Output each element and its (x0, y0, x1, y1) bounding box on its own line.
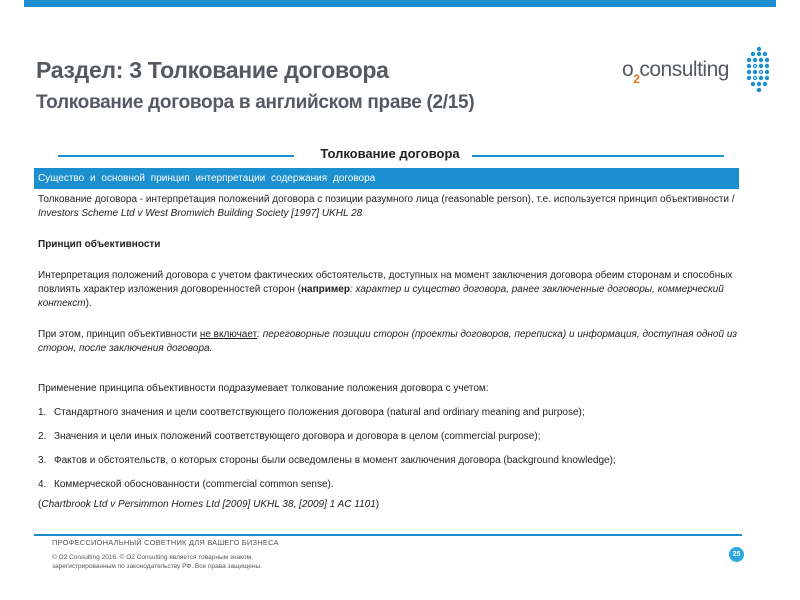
list-item-text: Фактов и обстоятельств, о которых стороны были осведомлены в момент заключения договора (background knowledge); (54, 455, 616, 466)
citation-case: Chartbrook Ltd v Persimmon Homes Ltd [2009] UKHL 38, [2009] 1 AC 1101 (41, 499, 376, 510)
context-text: Интерпретация положений договора с учетом фактических обстоятельств, доступных на момент заключения договора обеим сторонам и способных повлиять характер изложения договоренностей сторон ( (38, 270, 733, 295)
citation-open: ( (38, 499, 42, 510)
heading-rule-right (472, 155, 724, 157)
intro-case-citation: Investors Scheme Ltd v West Bromwich Building Society [1997] UKHL 28 (38, 208, 363, 219)
footer-slogan: ПРОФЕССИОНАЛЬНЫЙ СОВЕТНИК ДЛЯ ВАШЕГО БИЗНЕСА (52, 538, 279, 547)
list-item-number: 3. (38, 455, 47, 466)
principle-heading: Принцип объективности (38, 239, 161, 250)
intro-text: Толкование договора - интерпретация положений договора с позиции разумного лица (reasonable person), т.е. используется принцип объективности / (38, 194, 735, 205)
list-item (38, 406, 738, 420)
logo-wordmark (622, 58, 729, 86)
page-number-badge: 25 (729, 547, 744, 562)
context-example-label: например (300, 284, 350, 295)
logo-subscript: 2 (633, 72, 640, 86)
case-citation (38, 498, 738, 512)
footer-divider (34, 534, 742, 536)
intro-paragraph (38, 193, 738, 221)
footer-copyright: © O2 Consulting 2016. © O2 Consulting является товарным знаком, зарегистрированным по законодательству РФ. Все права защищены. (52, 554, 263, 570)
list-item-text: Значения и цели иных положений соответствующего договора и договора в целом (commercial purpose); (54, 431, 541, 442)
list-item-number: 4. (38, 479, 47, 490)
company-logo (622, 46, 772, 94)
top-accent-bar (24, 0, 776, 7)
list-item-text: Стандартного значения и цели соответствующего положения договора (natural and ordinary meaning and purpose); (54, 407, 585, 418)
exclusion-details: : переговорные позиции сторон (проекты договоров, переписка) и информация, доступная одной из сторон, после заключения договора. (38, 329, 738, 354)
logo-o: o (622, 58, 634, 81)
criteria-list (38, 406, 738, 492)
exclusion-paragraph (38, 328, 738, 356)
list-item (38, 430, 738, 444)
page-subtitle: Толкование договора в английском праве (2/15) (36, 92, 475, 113)
list-item-text: Коммерческой обоснованности (commercial common sense). (54, 479, 334, 490)
list-item-number: 2. (38, 431, 47, 442)
exclusion-underlined: не включает (199, 329, 258, 340)
context-end: ). (85, 298, 92, 309)
logo-consulting: consulting (639, 58, 729, 81)
exclusion-text: При этом, принцип объективности (38, 329, 200, 340)
heading-rule-left (58, 155, 294, 157)
content-body (38, 193, 738, 512)
list-item (38, 454, 738, 468)
section-heading: Толкование договора (320, 146, 460, 161)
citation-close: ) (375, 499, 380, 510)
application-intro: Применение принципа объективности подразумевает толкование положения договора с учетом: (38, 383, 489, 394)
list-item (38, 478, 738, 492)
list-item-number: 1. (38, 407, 47, 418)
dot-grid-logo-icon (746, 46, 772, 94)
context-paragraph (38, 269, 738, 311)
context-examples: : характер и существо договора, ранее заключенные договоры, коммерческий контекст (38, 284, 724, 309)
page-title: Раздел: 3 Толкование договора (36, 57, 389, 83)
section-bar: Существо и основной принцип интерпретации содержания договора (34, 168, 739, 189)
